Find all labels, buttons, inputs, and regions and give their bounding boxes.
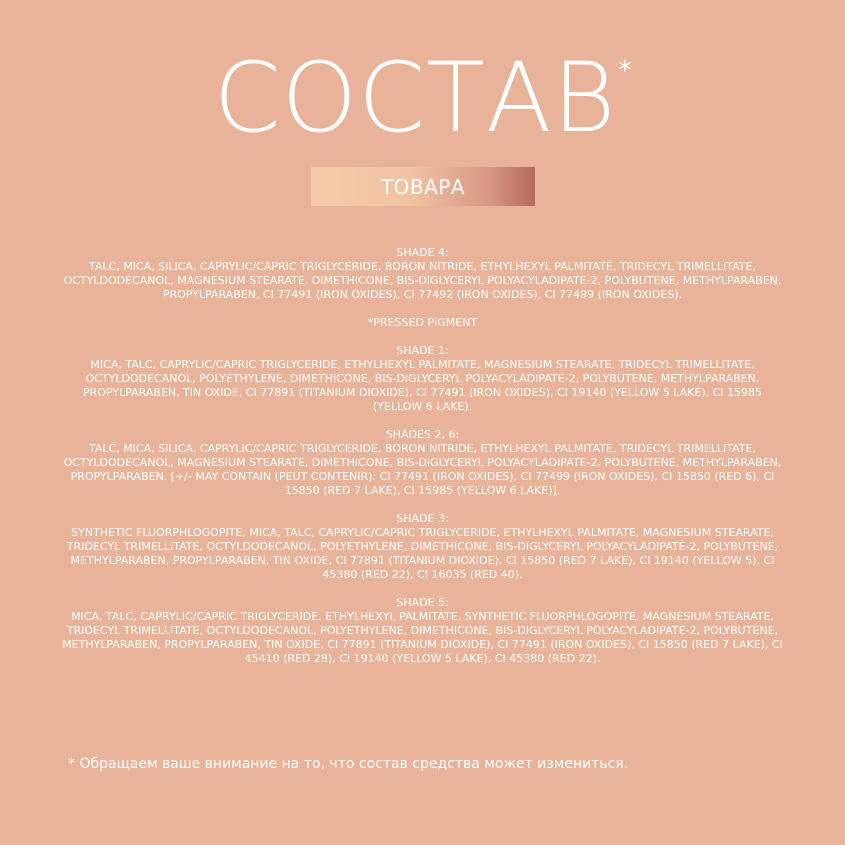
shade-5-block <box>60 596 785 666</box>
shade-3-ingredients: SYNTHETIC FLUORPHLOGOPITE, MICA, TALC, CAPRYLIC/CAPRIC TRIGLYCERIDE, ETHYLHEXYL PALMITATE, MAGNESIUM STEARATE, TRIDECYL TRIMELLITATE, OCTYLDODECANOL, POLYETHYLENE, DIMETHICONE, BIS-DIGLYCERYL POLYACYLADIPATE-2, POLYBUTENE, METHYLPARABEN, PROPYLPARABEN, TIN OXIDE, CI 77891 (TITANIUM DIOXIDE), CI 15850 (RED 7 LAKE), CI 19140 (YELLOW 5), CI 45380 (RED 22), CI 16035 (RED 40). <box>66 526 779 581</box>
disclaimer-note: * Обращаем ваше внимание на то, что состав средства может измениться. <box>68 756 629 772</box>
pressed-pigment-label: *PRESSED PIGMENT <box>367 316 478 329</box>
subtitle-badge <box>311 167 535 206</box>
shade-5-title: SHADE 5: <box>396 596 449 609</box>
shade-4-ingredients: TALC, MICA, SILICA, CAPRYLIC/CAPRIC TRIGLYCERIDE, BORON NITRIDE, ETHYLHEXYL PALMITATE, TRIDECYL TRIMELLITATE, OCTYLDODECANOL, MAGNESIUM STEARATE, DIMETHICONE, BIS-DIGLYCERYL POLYACYLADIPATE-2, POLYBUTENE, METHYLPARABEN, PROPYLPARABEN, CI 77491 (IRON OXIDES), CI 77492 (IRON OXIDES), CI 77499 (IRON OXIDES). <box>63 260 782 301</box>
title-text: СОСТАВ <box>213 42 617 154</box>
pressed-pigment-note <box>60 316 785 330</box>
composition-list <box>60 246 785 680</box>
shades-2-6-block <box>60 428 785 498</box>
badge-label: ТОВАРА <box>380 174 466 199</box>
shades-2-6-ingredients: TALC, MICA, SILICA, CAPRYLIC/CAPRIC TRIGLYCERIDE, BORON NITRIDE, ETHYLHEXYL PALMITATE, TRIDECYL TRIMELLITATE, OCTYLDODECANOL, MAGNESIUM STEARATE, DIMETHICONE, BIS-DIGLYCERYL POLYACYLADIPATE-2, POLYBUTENE, METHYLPARABEN, PROPYLPARABEN. [+/- MAY CONTAIN (PEUT CONTENIR): CI 77491 (IRON OXIDES), CI 77499 (IRON OXIDES), CI 15850 (RED 6), CI 15850 (RED 7 LAKE), CI 15985 (YELLOW 6 LAKE)]. <box>63 442 782 497</box>
shade-5-ingredients: MICA, TALC, CAPRYLIC/CAPRIC TRIGLYCERIDE, ETHYLHEXYL PALMITATE, SYNTHETIC FLUORPHLOGOPITE, MAGNESIUM STEARATE, TRIDECYL TRIMELLITATE, OCTYLDODECANOL, POLYETHYLENE, DIMETHICONE, BIS-DIGLYCERYL POLYACYLADIPATE-2, POLYBUTENE, METHYLPARABEN, PROPYLPARABEN, TIN OXIDE, CI 77891 (TITANIUM DIOXIDE), CI 77491 (IRON OXIDES), CI 15850 (RED 7 LAKE), CI 45410 (RED 28), CI 19140 (YELLOW 5 LAKE), CI 45380 (RED 22). <box>62 610 783 665</box>
shade-3-title: SHADE 3: <box>396 512 449 525</box>
shade-1-block <box>60 344 785 414</box>
title-asterisk: * <box>618 56 632 86</box>
shade-3-block <box>60 512 785 582</box>
shade-4-block <box>60 246 785 302</box>
shade-1-title: SHADE 1: <box>396 344 449 357</box>
page-title <box>0 42 845 154</box>
shade-4-title: SHADE 4: <box>396 246 449 259</box>
shades-2-6-title: SHADES 2, 6: <box>385 428 460 441</box>
shade-1-ingredients: MICA, TALC, CAPRYLIC/CAPRIC TRIGLYCERIDE, ETHYLHEXYL PALMITATE, MAGNESIUM STEARATE, TRIDECYL TRIMELLITATE, OCTYLDODECANOL, POLYETHYLENE, DIMETHICONE, BIS-DIGLYCERYL POLYACYLADIPATE-2, POLYBUTENE, METHYLPARABEN, PROPYLPARABEN, TIN OXIDE, CI 77891 (TITANIUM DIOXIDE), CI 77491 (IRON OXIDES), CI 19140 (YELLOW 5 LAKE), CI 15985 (YELLOW 6 LAKE). <box>82 358 763 413</box>
